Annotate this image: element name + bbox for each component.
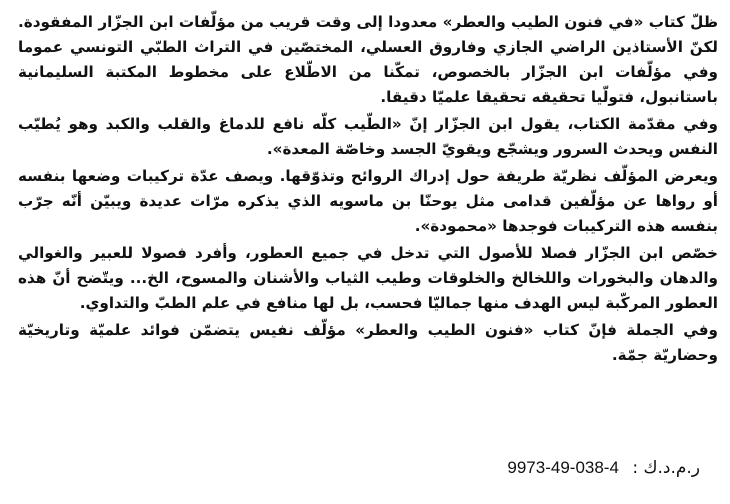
description-text-block — [18, 10, 718, 370]
paragraph-theory: ويعرض المؤلّف نظريّة طريفة حول إدراك الروائح وتذوّقها. ويصف عدّة تركيبات وضعها بنفسه أو رواها عن مؤلّفين قدامى مثل يوحنّا بن ماسويه الذي يذكره مرّات عديدة ويبيّن أنّه جرّب بنفسه هذه التركيبات فوجدها «محمودة». — [18, 167, 718, 235]
isbn-line — [507, 456, 700, 480]
paragraph-preface-quote: وفي مقدّمة الكتاب، يقول ابن الجزّار إنّ «الطّيب كلّه نافع للدماغ والقلب والكبد وهو يُطيّب النفس ويحدث السرور ويشجّع ويقويّ الجسد وخاصّة المعدة». — [18, 115, 718, 158]
paragraph-chapters: خصّص ابن الجزّار فصلا للأصول التي تدخل في جميع العطور، وأفرد فصولا للعبير والغوالي والدهان والبخورات واللخالخ والخلوقات وطيب الثياب والأشنان والمسوح، الخ... ويتّضح أنّ هذه العطور المركّبة ليس الهدف منها جماليّا فحسب، بل لها منافع في علم الطبّ والتداوي. — [18, 244, 718, 312]
isbn-number: 9973-49-038-4 — [507, 458, 619, 477]
paragraph-conclusion: وفي الجملة فإنّ كتاب «فنون الطيب والعطر» مؤلّف نفيس يتضمّن فوائد علميّة وتاريخيّة وحضاريّة جمّة. — [18, 321, 718, 364]
paragraph-intro: ظلّ كتاب «في فنون الطيب والعطر» معدودا إلى وقت قريب من مؤلّفات ابن الجزّار المفقودة. لكنّ الأستاذين الراضي الجازي وفاروق العسلي، المختصّين في التراث الطبّي التونسي عموما وفي مؤلّفات ابن الجزّار بالخصوص، تمكّنا من الاطّلاع على مخطوط المكتبة السليمانية باستانبول، فتولّيا تحقيقه تحقيقا علميّا دقيقا. — [18, 13, 718, 106]
isbn-label: ر.م.د.ك : — [632, 458, 700, 478]
